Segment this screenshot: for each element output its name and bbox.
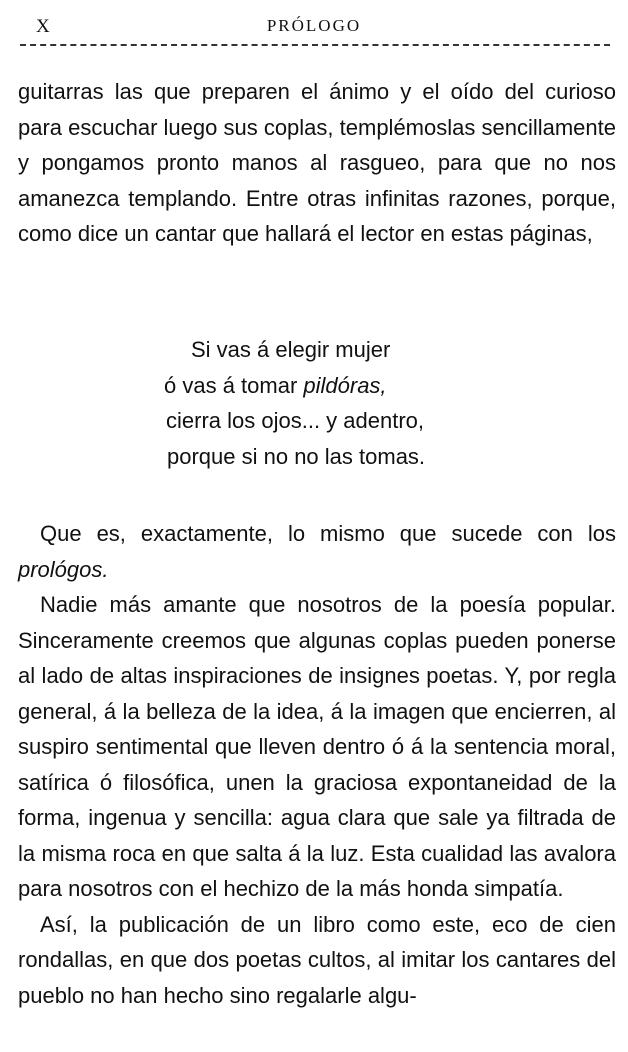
paragraph-prologos-italic: prológos. xyxy=(18,556,109,582)
verse-line-4: porque si no no las tomas. xyxy=(167,443,426,469)
paragraph-prologos xyxy=(18,516,616,587)
page-header xyxy=(0,8,628,48)
text-block-bottom xyxy=(18,516,616,1013)
verse-quatrain xyxy=(0,332,628,474)
page-number: X xyxy=(36,16,51,37)
verse-line-2-italic: pildóras, xyxy=(303,372,387,398)
running-head: PRÓLOGO xyxy=(266,16,362,35)
paragraph-publicacion: Así, la publicación de un libro como este, eco de cien rondallas, en que dos poetas cultos, al imitar los cantares del pueblo no han hecho sino regalarle algu- xyxy=(18,911,616,1008)
verse-line-2 xyxy=(0,368,628,404)
verse-line-1: Si vas á elegir mujer xyxy=(191,337,391,362)
paragraph-continued: guitarras las que preparen el ánimo y el oído del curioso para escuchar luego sus coplas, templémoslas sencillamente y pongamos pronto manos al rasgueo, para que no nos amanezca templando. Entre otras infinitas razones, porque, como dice un cantar que hallará el lector en estas páginas, xyxy=(18,79,616,246)
paragraph-prologos-text: Que es, exactamente, lo mismo que sucede con los xyxy=(40,521,616,546)
paragraph-poesia-popular: Nadie más amante que nosotros de la poesía popular. Sinceramente creemos que algunas coplas pueden ponerse al lado de altas inspiraciones de insignes poetas. Y, por regla general, á la belleza de la idea, á la imagen que encierren, al suspiro sentimental que lleven dentro ó á la sentencia moral, satírica ó filosófica, unen la graciosa expontaneidad de la forma, ingenua y sencilla: agua clara que sale ya filtrada de la misma roca en que salta á la luz. Esta cualidad las avalora para nosotros con el hechizo de la más honda simpatía. xyxy=(18,592,616,901)
verse-line-3: cierra los ojos... y adentro, xyxy=(166,408,425,433)
header-rule xyxy=(20,44,610,46)
verse-line-2-text: ó vas á tomar xyxy=(164,372,304,398)
text-block-top xyxy=(18,74,616,252)
